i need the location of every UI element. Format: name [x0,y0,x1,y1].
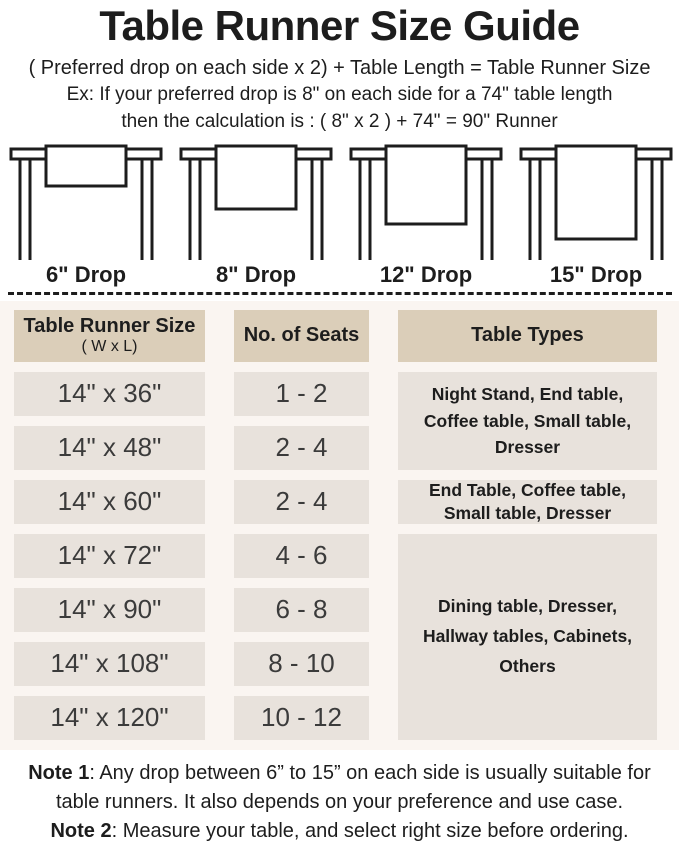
formula-line: ( Preferred drop on each side x 2) + Table Length = Table Runner Size [28,57,651,80]
drop-label: 6" Drop [45,262,127,288]
illustration-15-drop [511,143,679,287]
column-header-runner-size-line2: ( W x L) [81,337,138,355]
seats-cell: 8 - 10 [234,642,369,686]
table-types-cell: End Table, Coffee table, Small table, Dresser [398,480,657,524]
size-guide-table-section [0,301,679,750]
example-line-2: then the calculation is : ( 8" x 2 ) + 74" = 90" Runner [121,110,558,132]
note-1-text: : Any drop between 6” to 15” on each side is usually suitable for table runners. It also depends on your preference and use case. [55,761,651,813]
runner-size-cell: 14" x 36" [14,372,205,416]
footer-notes [0,759,679,846]
runner-size-cell: 14" x 60" [14,480,205,524]
seats-cell: 4 - 6 [234,534,369,578]
column-header-table-types: Table Types [398,310,657,362]
drop-label: 15" Drop [549,262,643,288]
drop-illustrations [0,143,679,287]
seats-cell: 2 - 4 [234,426,369,470]
drop-label: 12" Drop [379,262,473,288]
column-header-runner-size-line1: Table Runner Size [23,314,196,337]
table-types-cell: Dining table, Dresser, Hallway tables, Cabinets, Others [398,534,657,740]
table-runner-drawing-icon [511,143,679,261]
table-types-cell: Night Stand, End table, Coffee table, Small table, Dresser [398,372,657,470]
runner-size-cell: 14" x 48" [14,426,205,470]
seats-cell: 2 - 4 [234,480,369,524]
size-guide-table [14,310,679,740]
note-2-text: : Measure your table, and select right size before ordering. [111,819,629,842]
illustration-6-drop [1,143,171,287]
page-title: Table Runner Size Guide [99,2,580,49]
drop-label: 8" Drop [215,262,297,288]
table-runner-drawing-icon [171,143,341,261]
table-runner-drawing-icon [1,143,171,261]
runner-size-cell: 14" x 120" [14,696,205,740]
illustration-12-drop [341,143,511,287]
note-2-label: Note 2 [50,819,112,842]
dashed-divider [8,292,672,295]
seats-cell: 10 - 12 [234,696,369,740]
column-header-seats: No. of Seats [234,310,369,362]
runner-size-cell: 14" x 90" [14,588,205,632]
note-1-label: Note 1 [28,761,90,784]
table-runner-drawing-icon [341,143,511,261]
runner-size-cell: 14" x 108" [14,642,205,686]
intro-text [0,55,679,135]
seats-cell: 1 - 2 [234,372,369,416]
seats-cell: 6 - 8 [234,588,369,632]
illustration-8-drop [171,143,341,287]
runner-size-cell: 14" x 72" [14,534,205,578]
column-header-runner-size [14,310,205,362]
example-line-1: Ex: If your preferred drop is 8" on each side for a 74" table length [66,84,613,106]
